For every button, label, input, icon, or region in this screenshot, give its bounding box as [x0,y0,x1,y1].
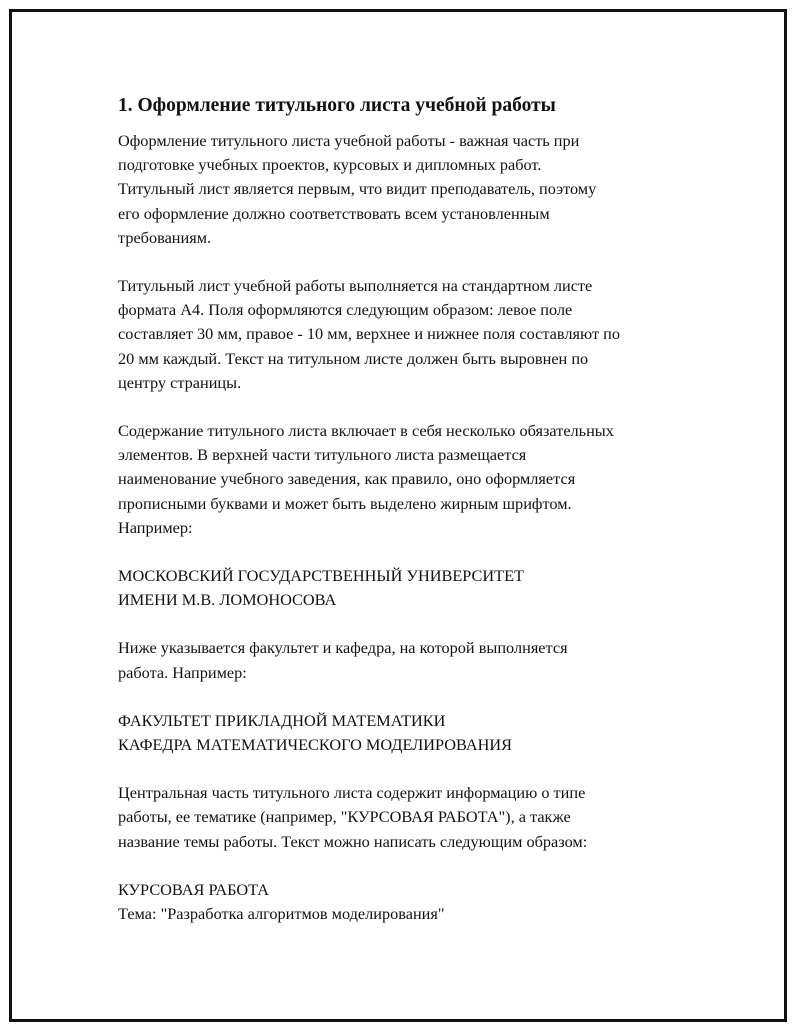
example-faculty [118,709,718,757]
example-coursework [118,878,718,926]
document-body [118,93,718,950]
paragraph-intro: Оформление титульного листа учебной работы - важная часть при подготовке учебных проектов, курсовых и дипломных работ. Титульный лист является первым, что видит преподаватель, поэтому его оформление должно соответствовать всем установленным требованиям. [118,131,597,247]
section-heading: 1. Оформление титульного листа учебной работы [118,95,556,116]
example-coursework-line-2: Тема: "Разработка алгоритмов моделирования" [118,904,445,924]
paragraph-contents: Содержание титульного листа включает в себя несколько обязательных элементов. В верхней части титульного листа размещается наименование учебного заведения, как правило, оно оформляется прописными буквами и может быть выделено жирным шрифтом. Например: [118,421,614,537]
example-faculty-line-2: КАФЕДРА МАТЕМАТИЧЕСКОГО МОДЕЛИРОВАНИЯ [118,735,512,755]
example-coursework-line-1: КУРСОВАЯ РАБОТА [118,879,270,899]
example-university [118,564,718,612]
example-university-line-1: МОСКОВСКИЙ ГОСУДАРСТВЕННЫЙ УНИВЕРСИТЕТ [118,566,524,586]
paragraph-central: Центральная часть титульного листа содержит информацию о типе работы, ее тематике (например, "КУРСОВАЯ РАБОТА"), а также название темы работы. Текст можно написать следующим образом: [118,783,588,851]
example-university-line-2: ИМЕНИ М.В. ЛОМОНОСОВА [118,590,337,610]
paragraph-format: Титульный лист учебной работы выполняется на стандартном листе формата А4. Поля оформляются следующим образом: левое поле составляет 30 мм, правое - 10 мм, верхнее и нижнее поля составляют по 20 мм каждый. Текст на титульном листе должен быть выровнен по центру страницы. [118,276,620,392]
paragraph-faculty: Ниже указывается факультет и кафедра, на которой выполняется работа. Например: [118,638,568,682]
example-faculty-line-1: ФАКУЛЬТЕТ ПРИКЛАДНОЙ МАТЕМАТИКИ [118,710,446,730]
